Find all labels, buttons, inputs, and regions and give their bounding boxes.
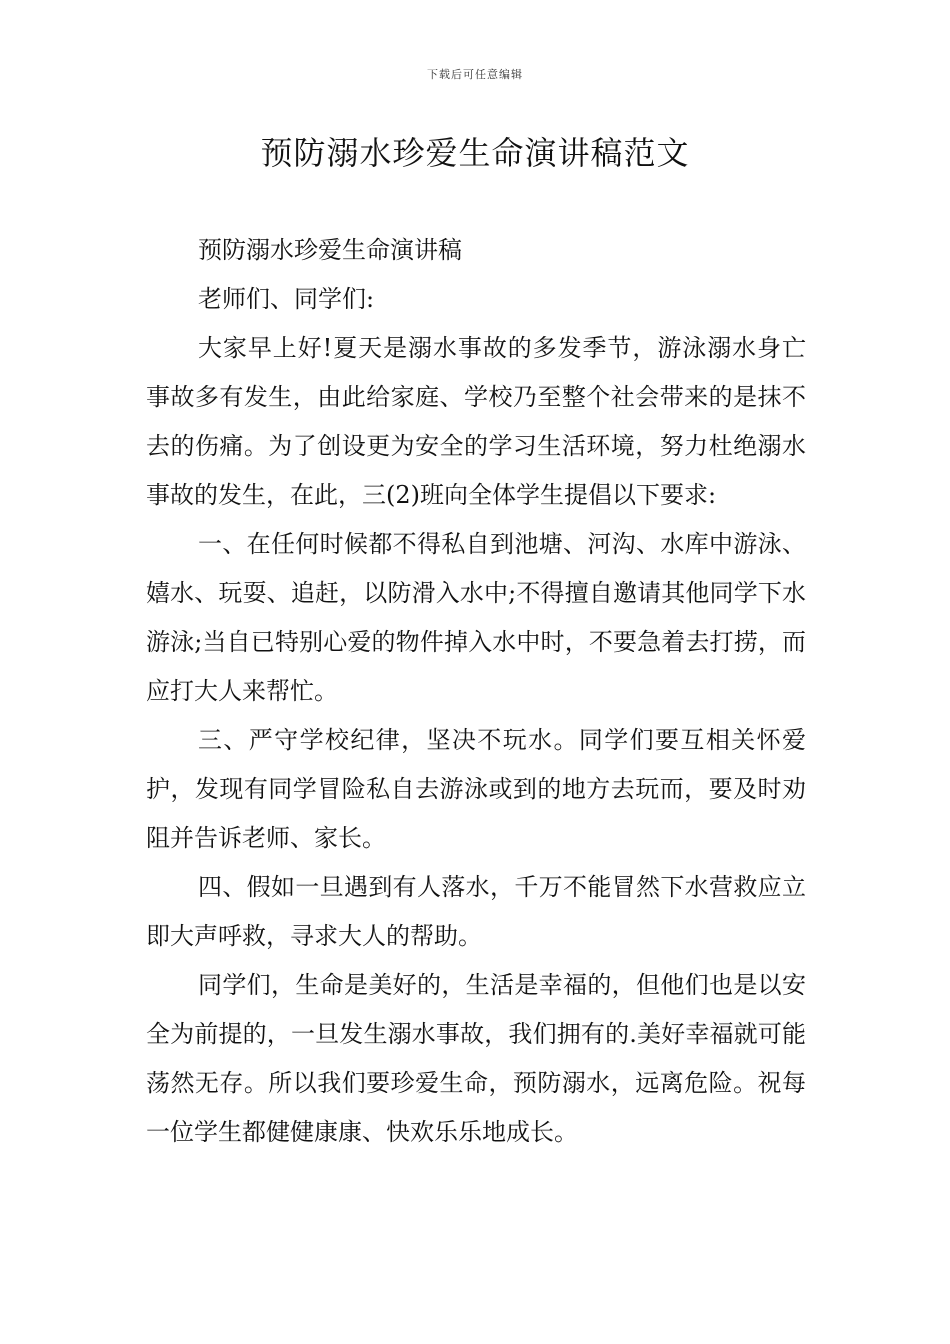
paragraph-rule-three: 三、严守学校纪律，坚决不玩水。同学们要互相关怀爱护，发现有同学冒险私自去游泳或到的地方去玩而，要及时劝阻并告诉老师、家长。 (146, 726, 806, 852)
header-note: 下载后可任意编辑 (427, 68, 523, 81)
paragraph-intro: 大家早上好!夏天是溺水事故的多发季节，游泳溺水身亡事故多有发生，由此给家庭、学校乃至整个社会带来的是抹不去的伤痛。为了创设更为安全的学习生活环境，努力杜绝溺水事故的发生，在此，三(2)班向全体学生提倡以下要求: (146, 334, 806, 509)
paragraph-subtitle: 预防溺水珍爱生命演讲稿 (198, 236, 462, 264)
document-body (146, 226, 806, 1157)
paragraph-rule-one: 一、在任何时候都不得私自到池塘、河沟、水库中游泳、嬉水、玩耍、追赶，以防滑入水中;不得擅自邀请其他同学下水游泳;当自已特别心爱的物件掉入水中时，不要急着去打捞，而应打大人来帮忙。 (146, 530, 806, 705)
document-title: 预防溺水珍爱生命演讲稿范文 (260, 134, 690, 172)
paragraph-closing: 同学们，生命是美好的，生活是幸福的，但他们也是以安全为前提的，一旦发生溺水事故，我们拥有的.美好幸福就可能荡然无存。所以我们要珍爱生命，预防溺水，远离危险。祝每一位学生都健健康康、快欢乐乐地成长。 (146, 971, 806, 1146)
paragraph-salutation: 老师们、同学们: (198, 285, 375, 313)
paragraph-rule-four: 四、假如一旦遇到有人落水，千万不能冒然下水营救应立即大声呼救，寻求大人的帮助。 (146, 873, 806, 950)
